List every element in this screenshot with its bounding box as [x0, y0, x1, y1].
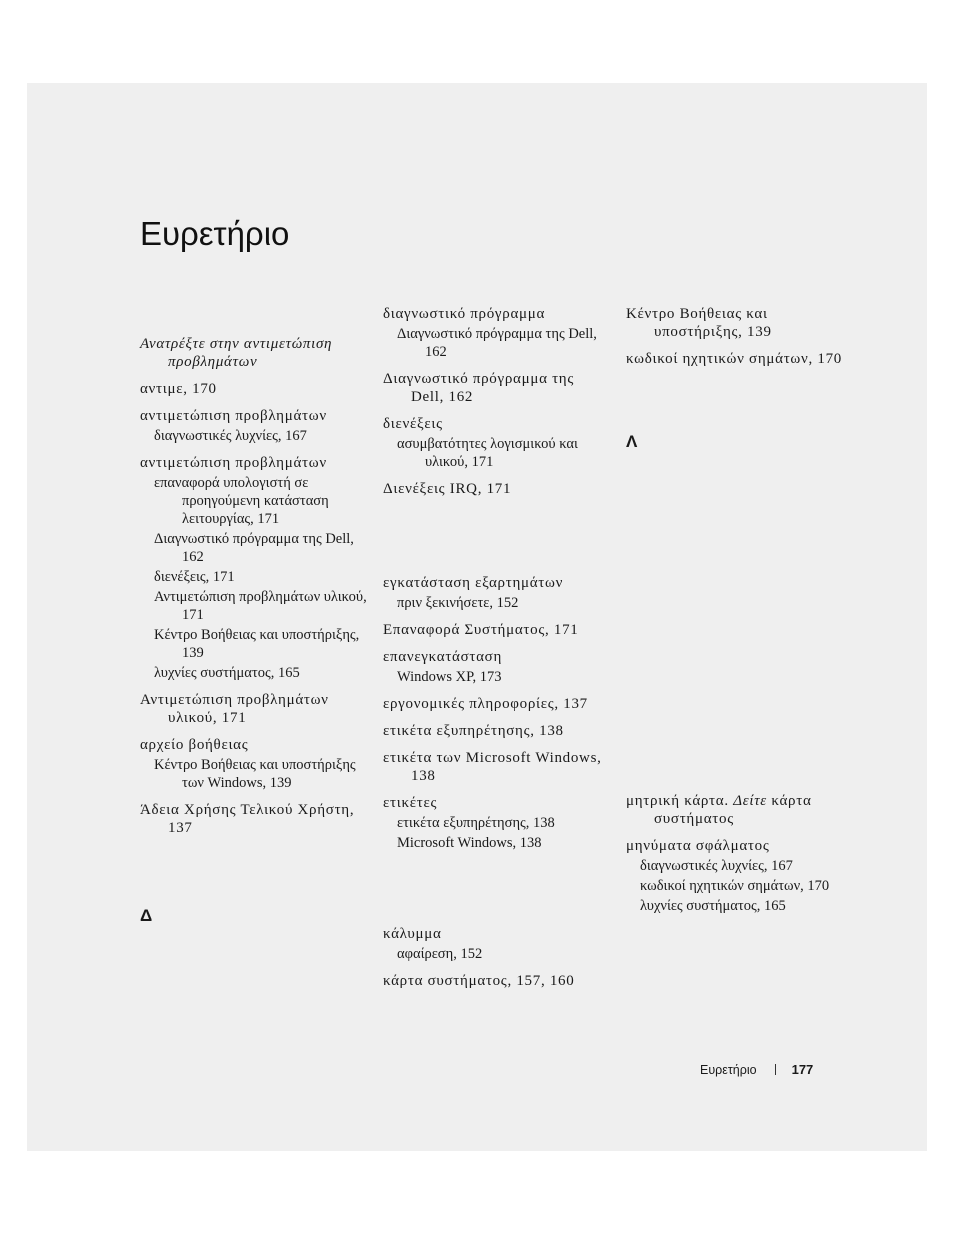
index-subentry: Κέντρο Βοήθειας και υποστήριξης των Windows, 139: [154, 757, 356, 791]
index-entry-wrap: [626, 350, 854, 368]
index-subentry: ασυμβατότητες λογισμικού και υλικού, 171: [397, 436, 578, 470]
index-entry-heading: [383, 415, 611, 433]
index-entry: [383, 794, 611, 852]
index-subentry: λυχνίες συστήματος, 165: [154, 665, 300, 681]
index-entry-heading: [383, 305, 611, 323]
index-entry: [383, 749, 611, 785]
index-entry-wrap: [140, 736, 368, 792]
index-entry: [383, 415, 611, 471]
index-entry-text: μηνύματα σφάλματος: [626, 838, 770, 854]
index-entry-wrap: [383, 749, 611, 785]
index-subentry: Microsoft Windows, 138: [397, 835, 542, 851]
index-entry-heading: [140, 335, 368, 371]
index-entry-text: διαγνωστικό πρόγραμμα: [383, 306, 546, 322]
index-entry-text: επανεγκατάσταση: [383, 649, 503, 665]
index-subentry: διαγνωστικές λυχνίες, 167: [640, 858, 793, 874]
index-entry-wrap: [383, 415, 611, 471]
index-entry-heading: [383, 370, 611, 406]
index-entry-text: εργονομικές πληροφορίες, 137: [383, 696, 588, 712]
index-entry-heading: [383, 972, 611, 990]
index-entry-wrap: [383, 695, 611, 713]
index-entry: [383, 305, 611, 498]
index-entry-heading: [383, 722, 611, 740]
index-entry-text: αρχείο βοήθειας: [140, 737, 249, 753]
index-subentry: Διαγνωστικό πρόγραμμα της Dell, 162: [397, 326, 597, 360]
index-entry-wrap: [626, 837, 854, 915]
index-entry-text: ετικέτα των Microsoft Windows, 138: [383, 750, 602, 784]
index-entry-text: κάλυμμα: [383, 926, 442, 942]
footer-label: Ευρετήριο: [700, 1063, 757, 1077]
index-entry-text: στην αντιμετώπιση προβλημάτων: [168, 336, 333, 370]
index-entry: [140, 454, 368, 682]
index-entry-text: κάρτα συστήματος: [654, 793, 812, 827]
index-entry: [140, 736, 368, 792]
footer-divider: [775, 1064, 776, 1075]
index-subentry: Windows XP, 173: [397, 669, 502, 685]
index-entry-wrap: [383, 722, 611, 740]
index-entry-text: κάρτα συστήματος, 157, 160: [383, 973, 575, 989]
index-entry-heading: [383, 648, 611, 666]
index-entry: [383, 925, 611, 990]
index-entry-heading: [626, 837, 854, 855]
index-entry-text: ετικέτα εξυπηρέτησης, 138: [383, 723, 564, 739]
index-entry-text: Διενέξεις IRQ, 171: [383, 481, 512, 497]
index-entry: [140, 380, 368, 398]
index-entry-heading: [626, 305, 854, 341]
index-entry: [626, 305, 854, 368]
index-entry-wrap: [383, 648, 611, 686]
index-entry-wrap: [140, 691, 368, 727]
index-entry: [383, 621, 611, 639]
index-entry: [626, 350, 854, 368]
index-entry-text: αντιμετώπιση προβλημάτων: [140, 408, 327, 424]
index-entry-heading: [383, 749, 611, 785]
index-subentry: αφαίρεση, 152: [397, 946, 483, 962]
index-entry-text: διενέξεις: [383, 416, 443, 432]
index-entry-heading: [140, 736, 368, 754]
page-number: 177: [791, 1062, 814, 1077]
index-subentry: Κέντρο Βοήθειας και υποστήριξης, 139: [154, 627, 360, 661]
index-entry: [383, 370, 611, 406]
index-entry-text: αντιμε, 170: [140, 381, 217, 397]
index-entry-heading: [383, 794, 611, 812]
index-entry: [626, 792, 854, 915]
index-entry-text: Ανατρέξτε: [140, 336, 210, 352]
index-subentry: ετικέτα εξυπηρέτησης, 138: [397, 815, 555, 831]
index-entry-text: Διαγνωστικό πρόγραμμα της Dell, 162: [383, 371, 574, 405]
index-entry-text: Άδεια Χρήσης Τελικού Χρήστη, 137: [140, 802, 355, 836]
index-entry-wrap: [140, 454, 368, 682]
index-entry-wrap: [383, 370, 611, 406]
page-footer: [700, 1062, 813, 1078]
index-subentry: Αντιμετώπιση προβλημάτων υλικού, 171: [154, 589, 367, 623]
index-entry-wrap: [383, 480, 611, 498]
index-entry-heading: [383, 480, 611, 498]
index-entry: [383, 722, 611, 740]
index-entry: [140, 691, 368, 727]
index-entry: [383, 695, 611, 713]
index-entry: [383, 972, 611, 990]
index-entry-wrap: [383, 794, 611, 852]
index-entry-heading: [140, 454, 368, 472]
index-entry-text: ετικέτες: [383, 795, 438, 811]
index-entry-heading: [626, 350, 854, 368]
index-subentry: κωδικοί ηχητικών σημάτων, 170: [640, 878, 830, 894]
index-entry-text: κωδικοί ηχητικών σημάτων, 170: [626, 351, 842, 367]
index-entry-heading: [383, 574, 611, 592]
index-subentry: επαναφορά υπολογιστή σε προηγούμενη κατάσταση λειτουργίας, 171: [154, 475, 329, 527]
index-entry-text: μητρική κάρτα.: [626, 793, 734, 809]
index-entry-heading: [140, 380, 368, 398]
index-entry-heading: [140, 691, 368, 727]
index-entry: [140, 801, 368, 837]
index-letter-heading: Δ: [140, 906, 153, 925]
index-entry: [626, 837, 854, 915]
index-entry: [140, 335, 368, 837]
index-entry-heading: [383, 925, 611, 943]
index-entry-wrap: [383, 621, 611, 639]
index-entry-text: αντιμετώπιση προβλημάτων: [140, 455, 327, 471]
index-subentry: λυχνίες συστήματος, 165: [640, 898, 786, 914]
index-entry: [383, 574, 611, 852]
index-subentry: πριν ξεκινήσετε, 152: [397, 595, 519, 611]
page-title: Ευρετήριο: [140, 215, 290, 252]
index-subentry: Διαγνωστικό πρόγραμμα της Dell, 162: [154, 531, 354, 565]
index-entry-heading: [383, 621, 611, 639]
index-entry-wrap: [140, 380, 368, 398]
index-entry-heading: [140, 801, 368, 837]
index-entry: [140, 407, 368, 445]
index-letter-heading: Λ: [626, 432, 638, 451]
index-entry-text: Αντιμετώπιση προβλημάτων υλικού, 171: [140, 692, 329, 726]
index-entry-wrap: [140, 801, 368, 837]
index-entry-text: Επαναφορά Συστήματος, 171: [383, 622, 579, 638]
index-entry-heading: [383, 695, 611, 713]
index-entry: [383, 480, 611, 498]
index-entry: [383, 648, 611, 686]
index-entry-text: Δείτε: [733, 793, 767, 809]
index-entry-heading: [626, 792, 854, 828]
index-entry-text: Κέντρο Βοήθειας και υποστήριξης, 139: [626, 306, 772, 340]
index-entry-wrap: [140, 407, 368, 445]
index-subentry: διαγνωστικές λυχνίες, 167: [154, 428, 307, 444]
index-entry-wrap: [383, 972, 611, 990]
index-subentry: διενέξεις, 171: [154, 569, 235, 585]
index-entry-text: εγκατάσταση εξαρτημάτων: [383, 575, 564, 591]
index-entry-heading: [140, 407, 368, 425]
